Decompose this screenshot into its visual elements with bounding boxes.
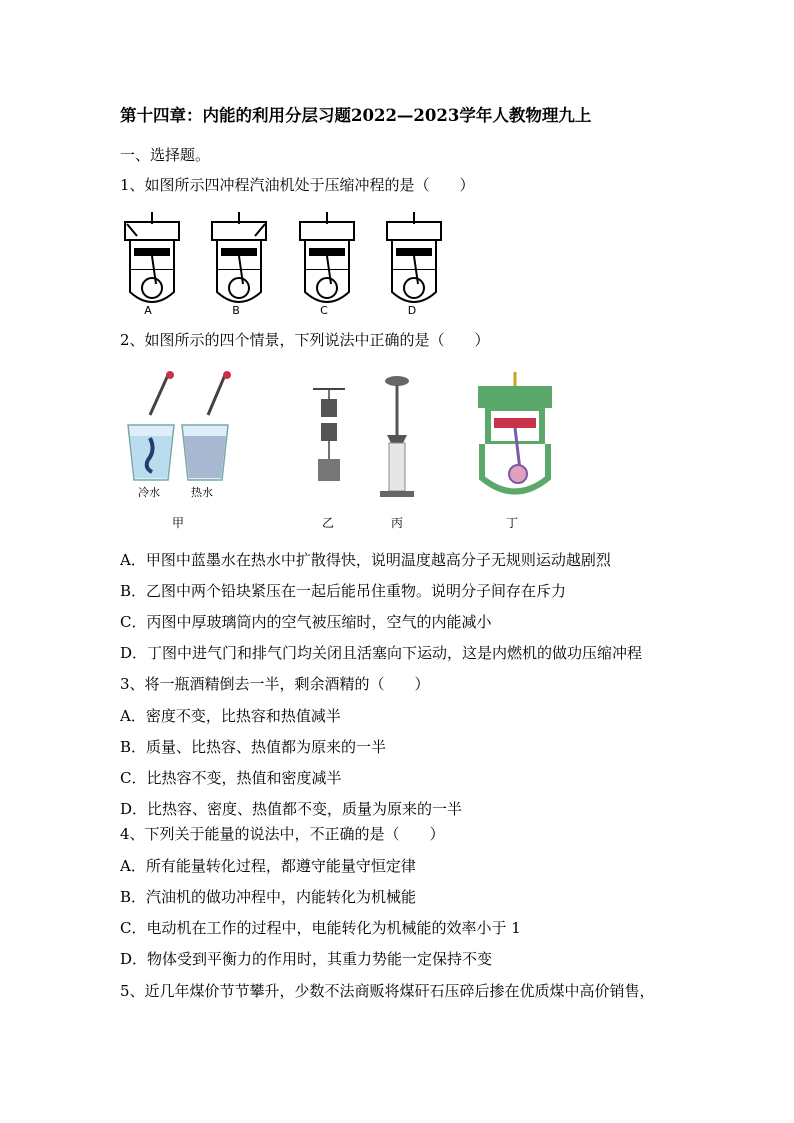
power-stroke-engine-figure	[470, 370, 560, 505]
question-1-stem: 1、如图所示四冲程汽油机处于压缩冲程的是（ ）	[120, 176, 475, 194]
question-2-option-c: C．丙图中厚玻璃筒内的空气被压缩时，空气的内能减小	[120, 613, 492, 631]
figure-label-yi: 乙	[321, 516, 334, 530]
cold-water-label: 冷水	[138, 486, 160, 499]
question-4-option-c: C．电动机在工作的过程中，电能转化为机械能的效率小于 1	[120, 919, 521, 937]
question-2-stem: 2、如图所示的四个情景，下列说法中正确的是（ ）	[120, 331, 490, 349]
question-4-stem: 4、下列关于能量的说法中，不正确的是（ ）	[120, 825, 445, 843]
lead-blocks-figure	[305, 385, 355, 485]
question-4-option-b: B．汽油机的做功冲程中，内能转化为机械能	[120, 888, 417, 906]
question-3-option-c: C．比热容不变，热值和密度减半	[120, 769, 342, 787]
page-title: 第十四章：内能的利用分层习题2022—2023学年人教物理九上	[120, 106, 592, 125]
figure-label-jia: 甲	[171, 516, 184, 530]
engine-label-d: D	[407, 304, 417, 317]
engine-label-b: B	[232, 304, 240, 317]
engine-d-diagram	[387, 212, 441, 302]
engine-b-diagram	[212, 212, 266, 302]
engine-label-a: A	[144, 304, 152, 317]
question-4-option-a: A．所有能量转化过程，都遵守能量守恒定律	[120, 857, 416, 875]
engine-c-diagram	[300, 212, 354, 302]
section-heading: 一、选择题。	[120, 146, 211, 164]
question-3-option-a: A．密度不变，比热容和热值减半	[120, 707, 341, 725]
ink-diffusion-figure	[120, 370, 240, 500]
figure-label-ding: 丁	[505, 516, 518, 530]
figure-label-bing: 丙	[390, 516, 403, 530]
engine-label-c: C	[320, 304, 328, 317]
question-3-stem: 3、将一瓶酒精倒去一半，剩余酒精的（ ）	[120, 675, 430, 693]
question-2-option-a: A．甲图中蓝墨水在热水中扩散得快，说明温度越高分子无规则运动越剧烈	[120, 551, 611, 569]
engine-a-diagram	[125, 212, 179, 302]
hot-water-label: 热水	[191, 486, 213, 499]
question-2-option-b: B．乙图中两个铅块紧压在一起后能吊住重物。说明分子间存在斥力	[120, 582, 567, 600]
question-3-option-b: B．质量、比热容、热值都为原来的一半	[120, 738, 387, 756]
question-5-stem: 5、近几年煤价节节攀升，少数不法商贩将煤矸石压碎后掺在优质煤中高价销售，	[120, 982, 655, 1000]
air-compression-figure	[375, 375, 420, 500]
question-3-option-d: D．比热容、密度、热值都不变，质量为原来的一半	[120, 800, 463, 818]
question-2-option-d: D．丁图中进气门和排气门均关闭且活塞向下运动，这是内燃机的做功压缩冲程	[120, 644, 643, 662]
question-4-option-d: D．物体受到平衡力的作用时，其重力势能一定保持不变	[120, 950, 493, 968]
